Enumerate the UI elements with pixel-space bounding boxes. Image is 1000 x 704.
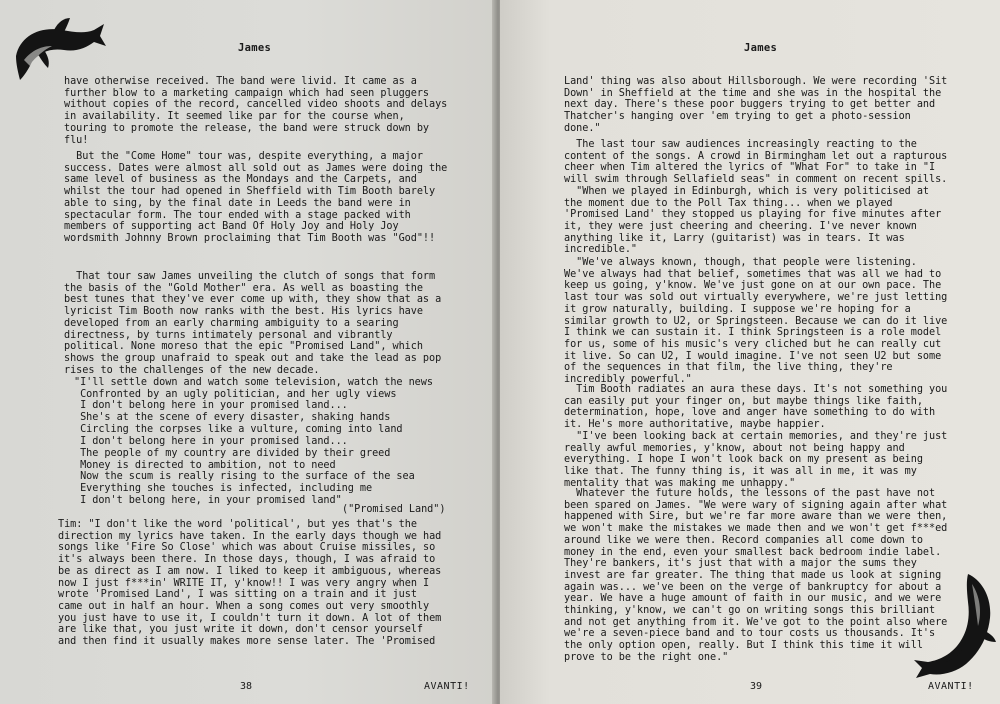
dolphin-logo-icon bbox=[10, 16, 106, 82]
paragraph: That tour saw James unveiling the clutch of songs that form the basis of the "Gold Mother" era. As well as boasting the best tunes that they've ever come up with, they show that as a lyricist Tim Booth now ranks with the best. His lyrics have developed from an early charming ambiguity to a searing directness, by turns intimately personal and vibrantly political. None moreso that the epic "Promised Land", which shows the group unafraid to speak out and take the lead as pop rises to the challenges of the new decade. bbox=[64, 271, 442, 376]
paragraph: Tim Booth radiates an aura these days. It's not something you can easily put your finger on, but maybe things like faith, determination, hope, love and anger have something to do with it. He's more authoritative, maybe happier. "I've been looking back at certain memories, and they're just really awful memories, y'know, about not being happy and everything. I hope I won't look back on my present as being like that. The funny thing is, it was all in me, it was my mentality that was making me unhappy." bbox=[564, 384, 948, 489]
dolphin-logo-icon bbox=[912, 570, 996, 680]
paragraph: Whatever the future holds, the lessons of the past have not been spared on James. "We were wary of signing again after what happened with Sire, but we're far more aware than we were then, we won't make the mistakes we made then and we won't get f***ed around like we were then. Record companies all come down to money in the end, even your smallest back bedroom indie label. They're bankers, it's just that with a major the sums they invest are far greater. The thing that made us look at signing again was... we've been on the verge of bankruptcy for about a year. We have a huge amount of faith in our music, and we were thinking, y'know, we can't go on writing songs this brilliant and not get anything from it. We've got to the point also where we're a seven-piece band and to tour costs us thousands. It's the only option open, really. But I think this time it will prove to be the right one." bbox=[564, 488, 948, 663]
page-header: James bbox=[238, 42, 272, 54]
page-header: James bbox=[744, 42, 778, 54]
right-page bbox=[500, 0, 1000, 704]
left-page bbox=[0, 0, 496, 704]
lyrics-block: The people of my country are divided by their greed Money is directed to ambition, not to need Now the scum is really rising to the surface of the sea Everything she touches is infected, including me I don't belong here, in your promised land" bbox=[80, 448, 415, 506]
magazine-name: AVANTI! bbox=[928, 681, 974, 692]
paragraph: have otherwise received. The band were livid. It came as a further blow to a marketing campaign which had seen pluggers without copies of the record, cancelled video shoots and delays in availability. It seemed like par for the course when, touring to promote the release, the band were struck down by flu! bbox=[64, 76, 448, 146]
paragraph: Land' thing was also about Hillsborough. We were recording 'Sit Down' in Sheffield at the time and she was in the hospital the next day. There's these poor buggers trying to get better and Thatcher's hanging over 'em trying to get a photo-session done." bbox=[564, 76, 948, 134]
paragraph: But the "Come Home" tour was, despite everything, a major success. Dates were almost all sold out as James were doing the same level of business as the Mondays and the Carpets, and whilst the tour had opened in Sheffield with Tim Booth barely able to sing, by the final date in Leeds the band were in spectacular form. The tour ended with a stage packed with members of supporting act Band Of Holy Joy and Holy Joy wordsmith Johnny Brown proclaiming that Tim Booth was "God"!! bbox=[64, 151, 448, 244]
paragraph: "We've always known, though, that people were listening. We've always had that belief, sometimes that was all we had to keep us going, y'know. We've just gone on at our own pace. The last tour was sold out virtually everywhere, we're just letting it grow naturally, building. I suppose we're hoping for a similar growth to U2, or Springsteen. Because we can do it live I think we can sustain it. I think Springsteen is a role model for us, some of his music's very cliched but he can really cut it live. So can U2, I would imagine. I've not seen U2 but some of the sequences in that film, the live thing, they're incredibly powerful." bbox=[564, 257, 948, 386]
paragraph: Tim: "I don't like the word 'political', but yes that's the direction my lyrics have taken. In the early days though we had songs like 'Fire So Close' which was about Cruise missiles, so it's always been there. In those days, though, I was afraid to be as direct as I am now. I liked to keep it ambiguous, whereas now I just f***in' WRITE IT, y'know!! I was very angry when I wrote 'Promised Land', I was sitting on a train and it just came out in half an hour. When a song comes out very smoothly you just have to use it, I couldn't turn it down. A lot of them are like that, you just write it down, don't censor yourself and then find it usually makes more sense later. The 'Promised bbox=[58, 519, 442, 648]
paragraph: The last tour saw audiences increasingly reacting to the content of the songs. A crowd in Birmingham let out a rapturous cheer when Tim altered the lyrics of "What For" to take in "I will swim through Sellafield seas" in comment on recent spills. "When we played in Edinburgh, which is very politicised at the moment due to the Poll Tax thing... when we played 'Promised Land' they stopped us playing for five minutes after it, they were just cheering and cheering. I've never known anything like it, Larry (guitarist) was in tears. It was incredible." bbox=[564, 139, 948, 256]
lyrics-credit: ("Promised Land") bbox=[342, 504, 446, 515]
magazine-name: AVANTI! bbox=[424, 681, 470, 692]
page-number: 39 bbox=[750, 681, 763, 692]
page-number: 38 bbox=[240, 681, 253, 692]
lyrics-block: "I'll settle down and watch some television, watch the news Confronted by an ugly politician, and her ugly views I don't belong here in your promised land... She's at the scene of every disaster, shaking hands Circling the corpses like a vulture, coming into land I don't belong here in your promised land... bbox=[74, 377, 433, 447]
